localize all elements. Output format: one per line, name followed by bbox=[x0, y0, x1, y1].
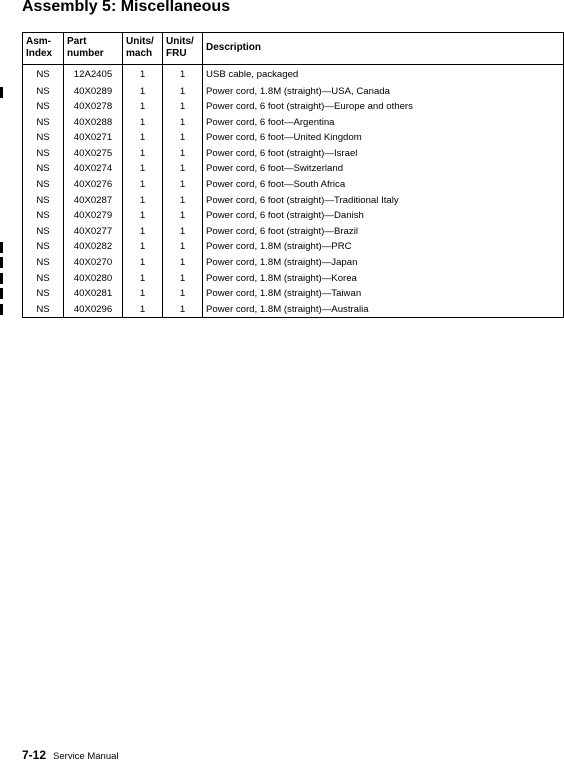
cell-asm-index: NS bbox=[23, 193, 64, 209]
table-row bbox=[23, 255, 564, 271]
cell-asm-index: NS bbox=[23, 84, 64, 100]
cell-asm-index: NS bbox=[23, 255, 64, 271]
table-row bbox=[23, 65, 564, 84]
cell-description: Power cord, 6 foot (straight)—Danish bbox=[203, 208, 564, 224]
cell-units-fru: 1 bbox=[163, 99, 203, 115]
table-row bbox=[23, 177, 564, 193]
cell-units-fru: 1 bbox=[163, 84, 203, 100]
cell-part-number: 40X0288 bbox=[64, 115, 123, 131]
cell-units-mach: 1 bbox=[123, 161, 163, 177]
cell-units-mach: 1 bbox=[123, 99, 163, 115]
cell-units-fru: 1 bbox=[163, 208, 203, 224]
cell-units-mach: 1 bbox=[123, 177, 163, 193]
revision-bar bbox=[0, 242, 3, 253]
cell-units-mach: 1 bbox=[123, 115, 163, 131]
cell-part-number: 40X0296 bbox=[64, 302, 123, 318]
cell-part-number: 40X0271 bbox=[64, 130, 123, 146]
cell-description: Power cord, 6 foot—Argentina bbox=[203, 115, 564, 131]
table-row bbox=[23, 84, 564, 100]
cell-asm-index: NS bbox=[23, 146, 64, 162]
table-row bbox=[23, 302, 564, 318]
cell-part-number: 12A2405 bbox=[64, 65, 123, 84]
cell-asm-index: NS bbox=[23, 224, 64, 240]
revision-bar bbox=[0, 273, 3, 284]
table-header-row bbox=[23, 33, 564, 65]
header-description: Description bbox=[203, 33, 564, 65]
cell-description: Power cord, 1.8M (straight)—Japan bbox=[203, 255, 564, 271]
table-row bbox=[23, 130, 564, 146]
cell-units-fru: 1 bbox=[163, 177, 203, 193]
cell-part-number: 40X0287 bbox=[64, 193, 123, 209]
cell-units-mach: 1 bbox=[123, 286, 163, 302]
cell-part-number: 40X0277 bbox=[64, 224, 123, 240]
cell-description: Power cord, 6 foot (straight)—Traditional Italy bbox=[203, 193, 564, 209]
cell-units-mach: 1 bbox=[123, 224, 163, 240]
cell-asm-index: NS bbox=[23, 65, 64, 84]
cell-asm-index: NS bbox=[23, 115, 64, 131]
cell-asm-index: NS bbox=[23, 239, 64, 255]
cell-units-fru: 1 bbox=[163, 161, 203, 177]
cell-asm-index: NS bbox=[23, 161, 64, 177]
cell-units-mach: 1 bbox=[123, 271, 163, 287]
cell-part-number: 40X0276 bbox=[64, 177, 123, 193]
cell-units-fru: 1 bbox=[163, 130, 203, 146]
cell-units-mach: 1 bbox=[123, 239, 163, 255]
cell-part-number: 40X0280 bbox=[64, 271, 123, 287]
page-number: 7-12 bbox=[22, 748, 47, 762]
revision-bar bbox=[0, 257, 3, 268]
cell-units-fru: 1 bbox=[163, 239, 203, 255]
revision-bar bbox=[0, 304, 3, 315]
cell-part-number: 40X0270 bbox=[64, 255, 123, 271]
cell-description: Power cord, 6 foot (straight)—Brazil bbox=[203, 224, 564, 240]
header-asm-index: Asm- Index bbox=[23, 33, 64, 65]
cell-units-fru: 1 bbox=[163, 146, 203, 162]
cell-description: Power cord, 6 foot—South Africa bbox=[203, 177, 564, 193]
cell-part-number: 40X0282 bbox=[64, 239, 123, 255]
table-row bbox=[23, 99, 564, 115]
cell-units-fru: 1 bbox=[163, 224, 203, 240]
cell-description: USB cable, packaged bbox=[203, 65, 564, 84]
cell-asm-index: NS bbox=[23, 208, 64, 224]
cell-units-fru: 1 bbox=[163, 65, 203, 84]
cell-asm-index: NS bbox=[23, 302, 64, 318]
cell-units-mach: 1 bbox=[123, 302, 163, 318]
cell-description: Power cord, 6 foot—United Kingdom bbox=[203, 130, 564, 146]
table-row bbox=[23, 208, 564, 224]
cell-part-number: 40X0274 bbox=[64, 161, 123, 177]
cell-description: Power cord, 1.8M (straight)—Australia bbox=[203, 302, 564, 318]
parts-table bbox=[22, 32, 564, 318]
cell-units-mach: 1 bbox=[123, 84, 163, 100]
table-row bbox=[23, 161, 564, 177]
cell-units-fru: 1 bbox=[163, 115, 203, 131]
cell-units-mach: 1 bbox=[123, 193, 163, 209]
page-title: Assembly 5: Miscellaneous bbox=[22, 0, 231, 15]
cell-units-fru: 1 bbox=[163, 271, 203, 287]
revision-bar bbox=[0, 87, 3, 98]
cell-part-number: 40X0275 bbox=[64, 146, 123, 162]
cell-units-mach: 1 bbox=[123, 130, 163, 146]
table-row bbox=[23, 239, 564, 255]
table-row bbox=[23, 146, 564, 162]
cell-description: Power cord, 1.8M (straight)—Korea bbox=[203, 271, 564, 287]
cell-asm-index: NS bbox=[23, 286, 64, 302]
table-row bbox=[23, 271, 564, 287]
cell-asm-index: NS bbox=[23, 130, 64, 146]
cell-asm-index: NS bbox=[23, 271, 64, 287]
cell-description: Power cord, 1.8M (straight)—PRC bbox=[203, 239, 564, 255]
cell-description: Power cord, 6 foot (straight)—Israel bbox=[203, 146, 564, 162]
cell-units-fru: 1 bbox=[163, 286, 203, 302]
cell-units-fru: 1 bbox=[163, 193, 203, 209]
cell-units-mach: 1 bbox=[123, 65, 163, 84]
table-row bbox=[23, 286, 564, 302]
header-units-mach: Units/ mach bbox=[123, 33, 163, 65]
table-row bbox=[23, 193, 564, 209]
cell-units-fru: 1 bbox=[163, 255, 203, 271]
cell-part-number: 40X0278 bbox=[64, 99, 123, 115]
cell-units-mach: 1 bbox=[123, 255, 163, 271]
revision-bar bbox=[0, 288, 3, 299]
cell-description: Power cord, 1.8M (straight)—USA, Canada bbox=[203, 84, 564, 100]
cell-units-fru: 1 bbox=[163, 302, 203, 318]
header-part-number: Part number bbox=[64, 33, 123, 65]
header-units-fru: Units/ FRU bbox=[163, 33, 203, 65]
cell-asm-index: NS bbox=[23, 177, 64, 193]
cell-asm-index: NS bbox=[23, 99, 64, 115]
cell-part-number: 40X0281 bbox=[64, 286, 123, 302]
cell-part-number: 40X0289 bbox=[64, 84, 123, 100]
table-row bbox=[23, 224, 564, 240]
cell-units-mach: 1 bbox=[123, 146, 163, 162]
table-row bbox=[23, 115, 564, 131]
cell-part-number: 40X0279 bbox=[64, 208, 123, 224]
manual-name: Service Manual bbox=[53, 751, 119, 762]
cell-description: Power cord, 6 foot (straight)—Europe and others bbox=[203, 99, 564, 115]
cell-units-mach: 1 bbox=[123, 208, 163, 224]
cell-description: Power cord, 1.8M (straight)—Taiwan bbox=[203, 286, 564, 302]
cell-description: Power cord, 6 foot—Switzerland bbox=[203, 161, 564, 177]
